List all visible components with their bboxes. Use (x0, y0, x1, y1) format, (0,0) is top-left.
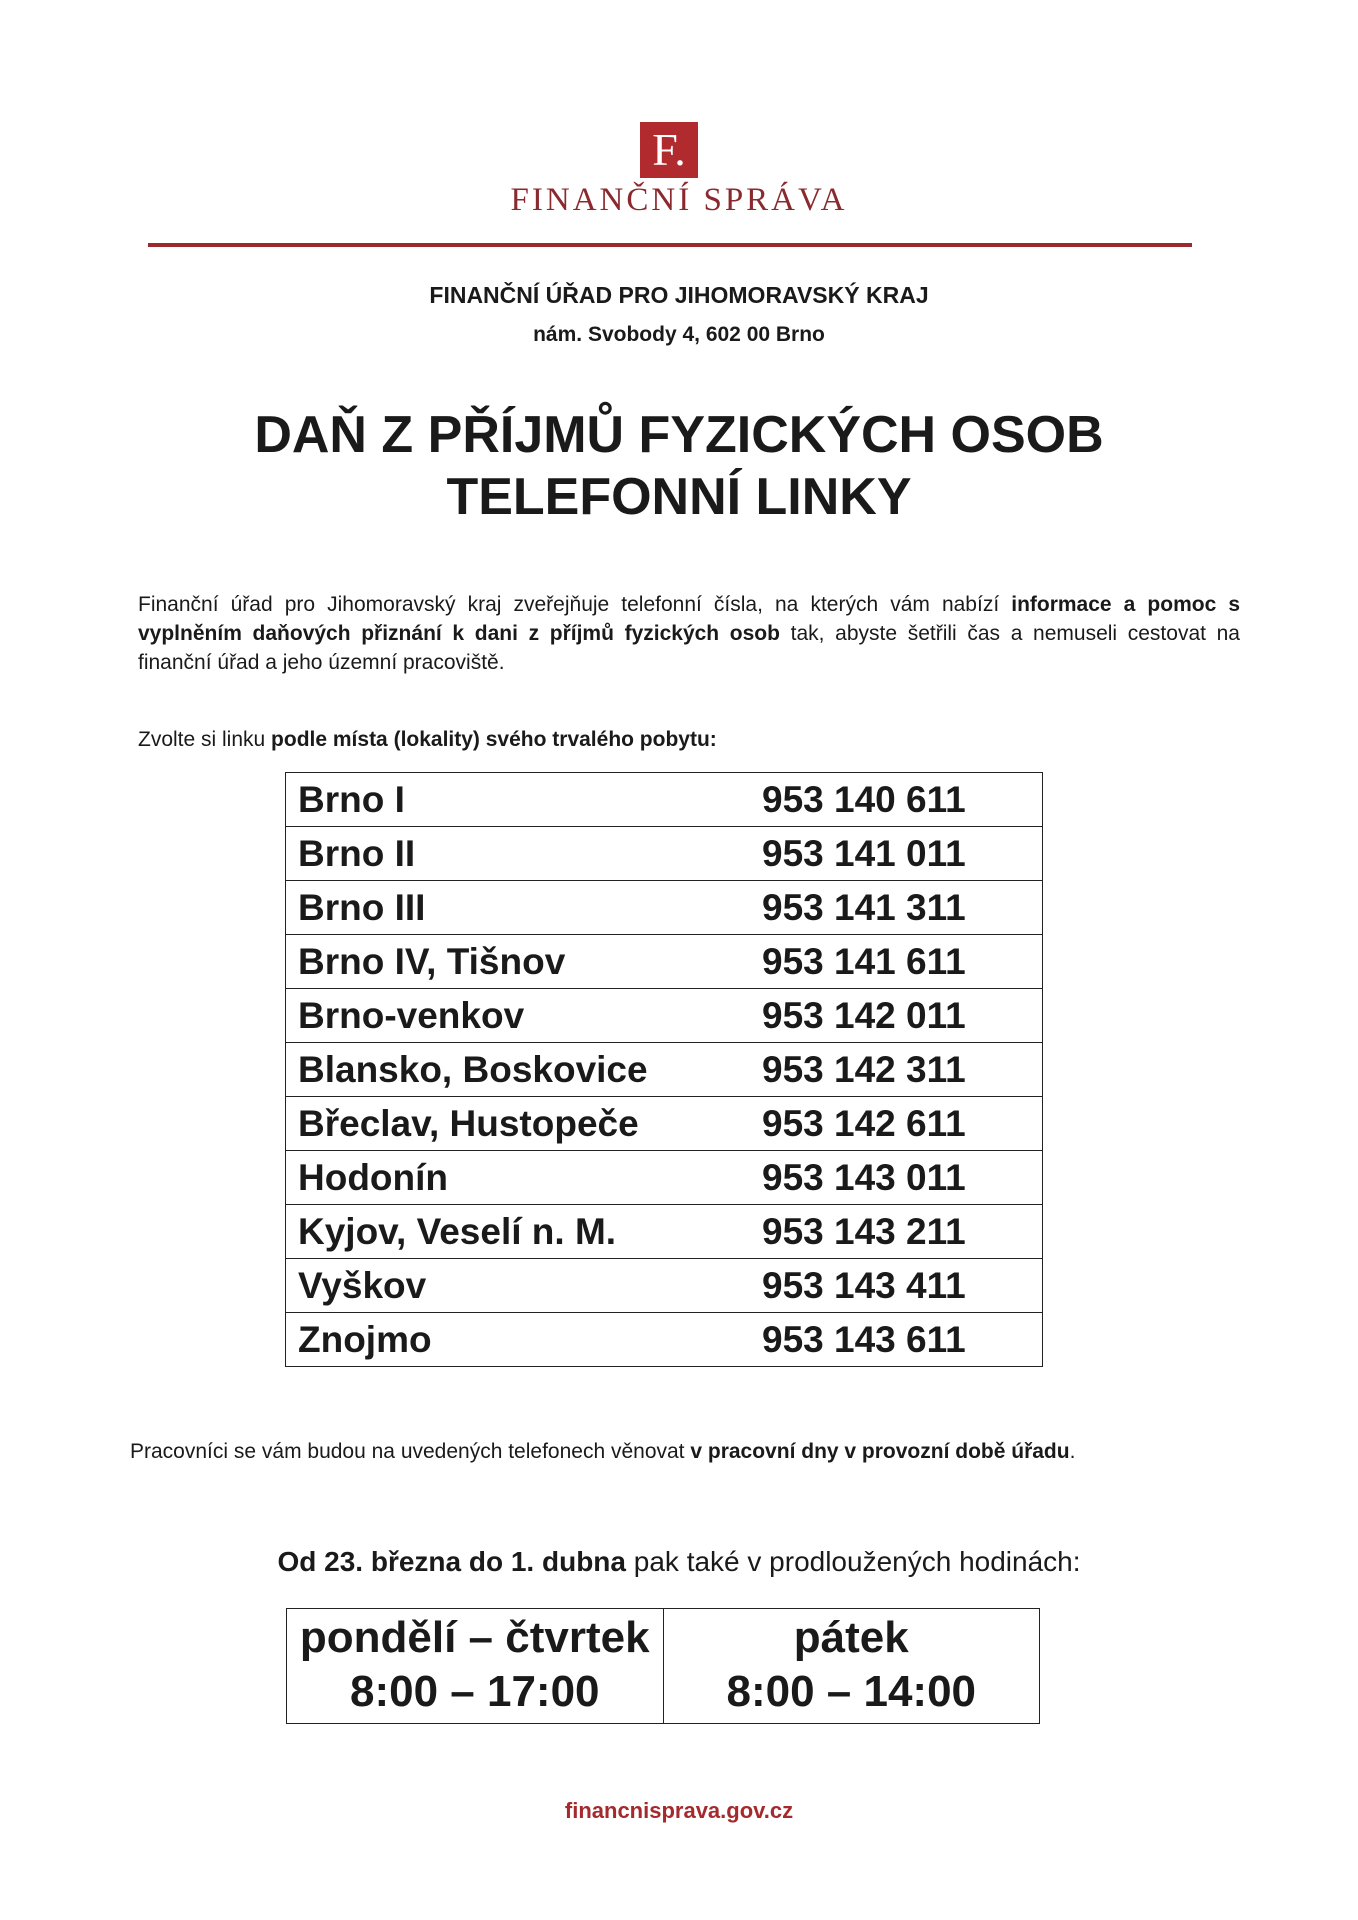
office-name: FINANČNÍ ÚŘAD PRO JIHOMORAVSKÝ KRAJ (429, 282, 929, 308)
website-link[interactable]: financnisprava.gov.cz (564, 1798, 794, 1823)
header-divider (148, 243, 1192, 247)
location-cell: Brno-venkov (286, 989, 751, 1043)
friday-time: 8:00 – 14:00 (726, 1667, 977, 1716)
table-row (286, 1097, 1043, 1151)
phone-number-cell: 953 142 311 (750, 1043, 1043, 1097)
hours-table (286, 1608, 1040, 1724)
intro-paragraph (138, 590, 1240, 677)
phone-number-cell: 953 141 311 (750, 881, 1043, 935)
intro-bold: informace a pomoc s vyplněním daňových přiznání k dani z příjmů fyzických osob (138, 593, 1241, 645)
title-line-1: DAŇ Z PŘÍJMŮ FYZICKÝCH OSOB (254, 406, 1104, 464)
phone-number-cell: 953 142 011 (750, 989, 1043, 1043)
intro-text: Finanční úřad pro Jihomoravský kraj zveřejňuje telefonní čísla, na kterých vám nabízí (138, 593, 1012, 616)
logo-icon: F. (640, 122, 698, 178)
phone-number-cell: 953 142 611 (750, 1097, 1043, 1151)
location-cell: Brno III (286, 881, 751, 935)
title-line-2: TELEFONNÍ LINKY (446, 468, 912, 526)
logo-text: FINANČNÍ SPRÁVA (510, 182, 848, 218)
location-cell: Břeclav, Hustopeče (286, 1097, 751, 1151)
location-cell: Brno IV, Tišnov (286, 935, 751, 989)
phone-number-cell: 953 141 611 (750, 935, 1043, 989)
table-row (286, 1205, 1043, 1259)
table-row (286, 935, 1043, 989)
location-cell: Znojmo (286, 1313, 751, 1367)
table-row (286, 1151, 1043, 1205)
location-cell: Brno I (286, 773, 751, 827)
table-row (286, 773, 1043, 827)
intro-text-end: tak, abyste šetřili čas a nemuseli cestovat na finanční úřad a jeho územní pracoviště. (138, 622, 1240, 674)
table-row (286, 1313, 1043, 1367)
hours-friday (663, 1609, 1040, 1724)
working-hours-note (130, 1440, 1230, 1464)
prompt-bold: podle místa (lokality) svého trvalého pobytu: (271, 728, 717, 751)
location-cell: Kyjov, Veselí n. M. (286, 1205, 751, 1259)
weekdays-label: pondělí – čtvrtek (299, 1613, 650, 1662)
workers-bold: v pracovní dny v provozní době úřadu (690, 1440, 1070, 1463)
location-cell: Hodonín (286, 1151, 751, 1205)
extended-hours-note (0, 1546, 1358, 1578)
location-cell: Vyškov (286, 1259, 751, 1313)
page-title (0, 404, 1358, 528)
phone-number-cell: 953 143 011 (750, 1151, 1043, 1205)
prompt-text: Zvolte si linku (138, 728, 272, 751)
extended-dates: Od 23. března do 1. dubna (277, 1546, 626, 1577)
table-row (286, 881, 1043, 935)
location-cell: Brno II (286, 827, 751, 881)
workers-end: . (1069, 1440, 1076, 1463)
extended-text: pak také v prodloužených hodinách: (625, 1546, 1081, 1577)
table-row (286, 1259, 1043, 1313)
friday-label: pátek (793, 1613, 909, 1662)
phone-table (285, 772, 1043, 1367)
line-prompt (138, 728, 717, 752)
phone-number-cell: 953 143 211 (750, 1205, 1043, 1259)
phone-number-cell: 953 143 411 (750, 1259, 1043, 1313)
phone-number-cell: 953 140 611 (750, 773, 1043, 827)
table-row (286, 827, 1043, 881)
location-cell: Blansko, Boskovice (286, 1043, 751, 1097)
phone-number-cell: 953 143 611 (750, 1313, 1043, 1367)
weekdays-time: 8:00 – 17:00 (349, 1667, 600, 1716)
table-row (286, 989, 1043, 1043)
hours-weekdays (287, 1609, 664, 1724)
table-row (286, 1043, 1043, 1097)
workers-text: Pracovníci se vám budou na uvedených telefonech věnovat (130, 1440, 691, 1463)
phone-number-cell: 953 141 011 (750, 827, 1043, 881)
office-address: nám. Svobody 4, 602 00 Brno (533, 323, 825, 346)
